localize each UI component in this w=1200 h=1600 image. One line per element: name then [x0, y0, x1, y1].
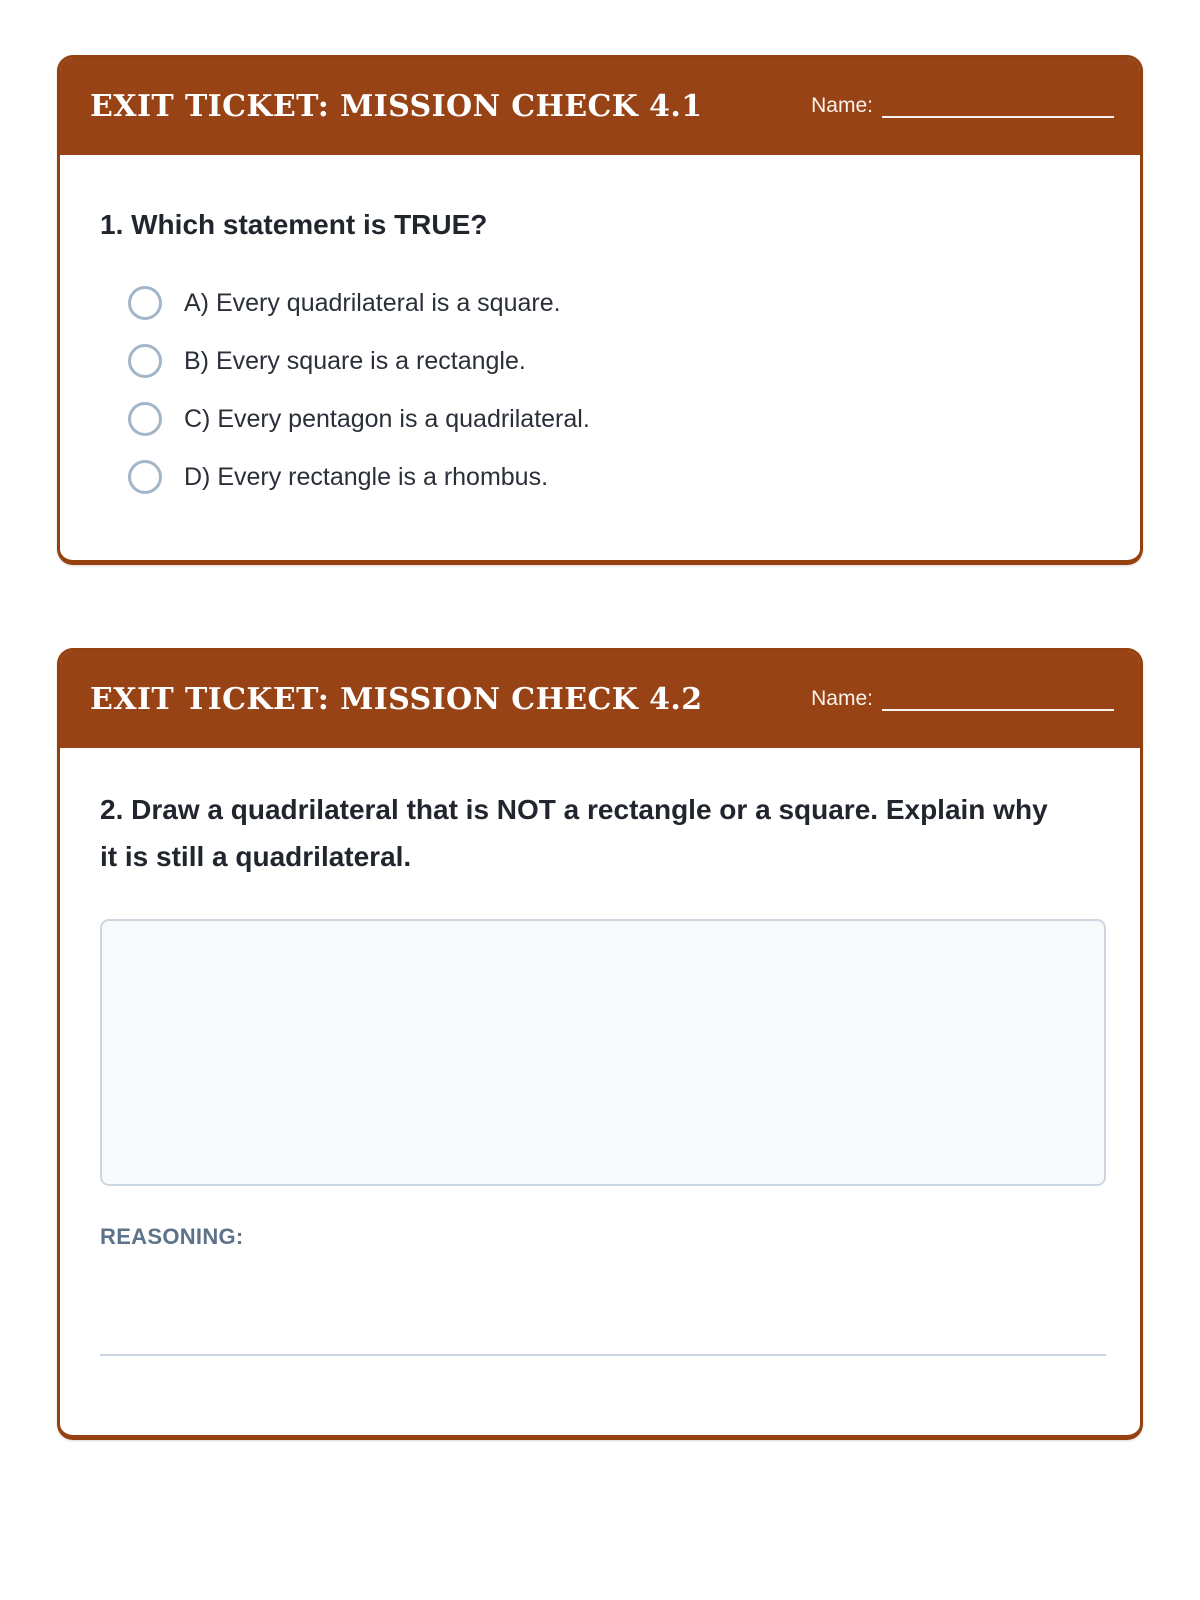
ticket-1-name-field — [811, 95, 1114, 118]
radio-button-icon[interactable] — [128, 460, 162, 494]
ticket-1-body — [60, 201, 1140, 506]
name-input-line[interactable] — [882, 691, 1114, 711]
answer-option-c[interactable] — [128, 390, 1100, 448]
question-1-text: 1. Which statement is TRUE? — [100, 209, 488, 240]
exit-ticket-card-1 — [57, 55, 1143, 565]
reasoning-label: REASONING: — [100, 1224, 244, 1249]
reasoning-writing-line[interactable] — [100, 1354, 1106, 1356]
radio-button-icon[interactable] — [128, 344, 162, 378]
name-label: Name: — [811, 687, 873, 710]
name-input-line[interactable] — [882, 98, 1114, 118]
question-2-text: 2. Draw a quadrilateral that is NOT a rectangle or a square. Explain why it is still a quadrilateral. — [100, 794, 1048, 872]
ticket-1-header — [60, 58, 1140, 155]
ticket-2-body — [60, 786, 1140, 1356]
answer-option-b[interactable] — [128, 332, 1100, 390]
drawing-area[interactable] — [100, 919, 1106, 1186]
answer-option-a[interactable] — [128, 274, 1100, 332]
radio-button-icon[interactable] — [128, 402, 162, 436]
ticket-2-name-field — [811, 688, 1114, 711]
answer-option-a-label: A) Every quadrilateral is a square. — [184, 288, 561, 317]
answer-option-d[interactable] — [128, 448, 1100, 506]
answer-options-list — [128, 274, 1100, 506]
ticket-2-header — [60, 651, 1140, 748]
answer-option-c-label: C) Every pentagon is a quadrilateral. — [184, 404, 590, 433]
answer-option-b-label: B) Every square is a rectangle. — [184, 346, 526, 375]
radio-button-icon[interactable] — [128, 286, 162, 320]
ticket-1-title: EXIT TICKET: MISSION CHECK 4.1 — [90, 89, 703, 124]
ticket-2-title: EXIT TICKET: MISSION CHECK 4.2 — [90, 682, 703, 717]
name-label: Name: — [811, 94, 873, 117]
answer-option-d-label: D) Every rectangle is a rhombus. — [184, 462, 549, 491]
exit-ticket-card-2 — [57, 648, 1143, 1440]
